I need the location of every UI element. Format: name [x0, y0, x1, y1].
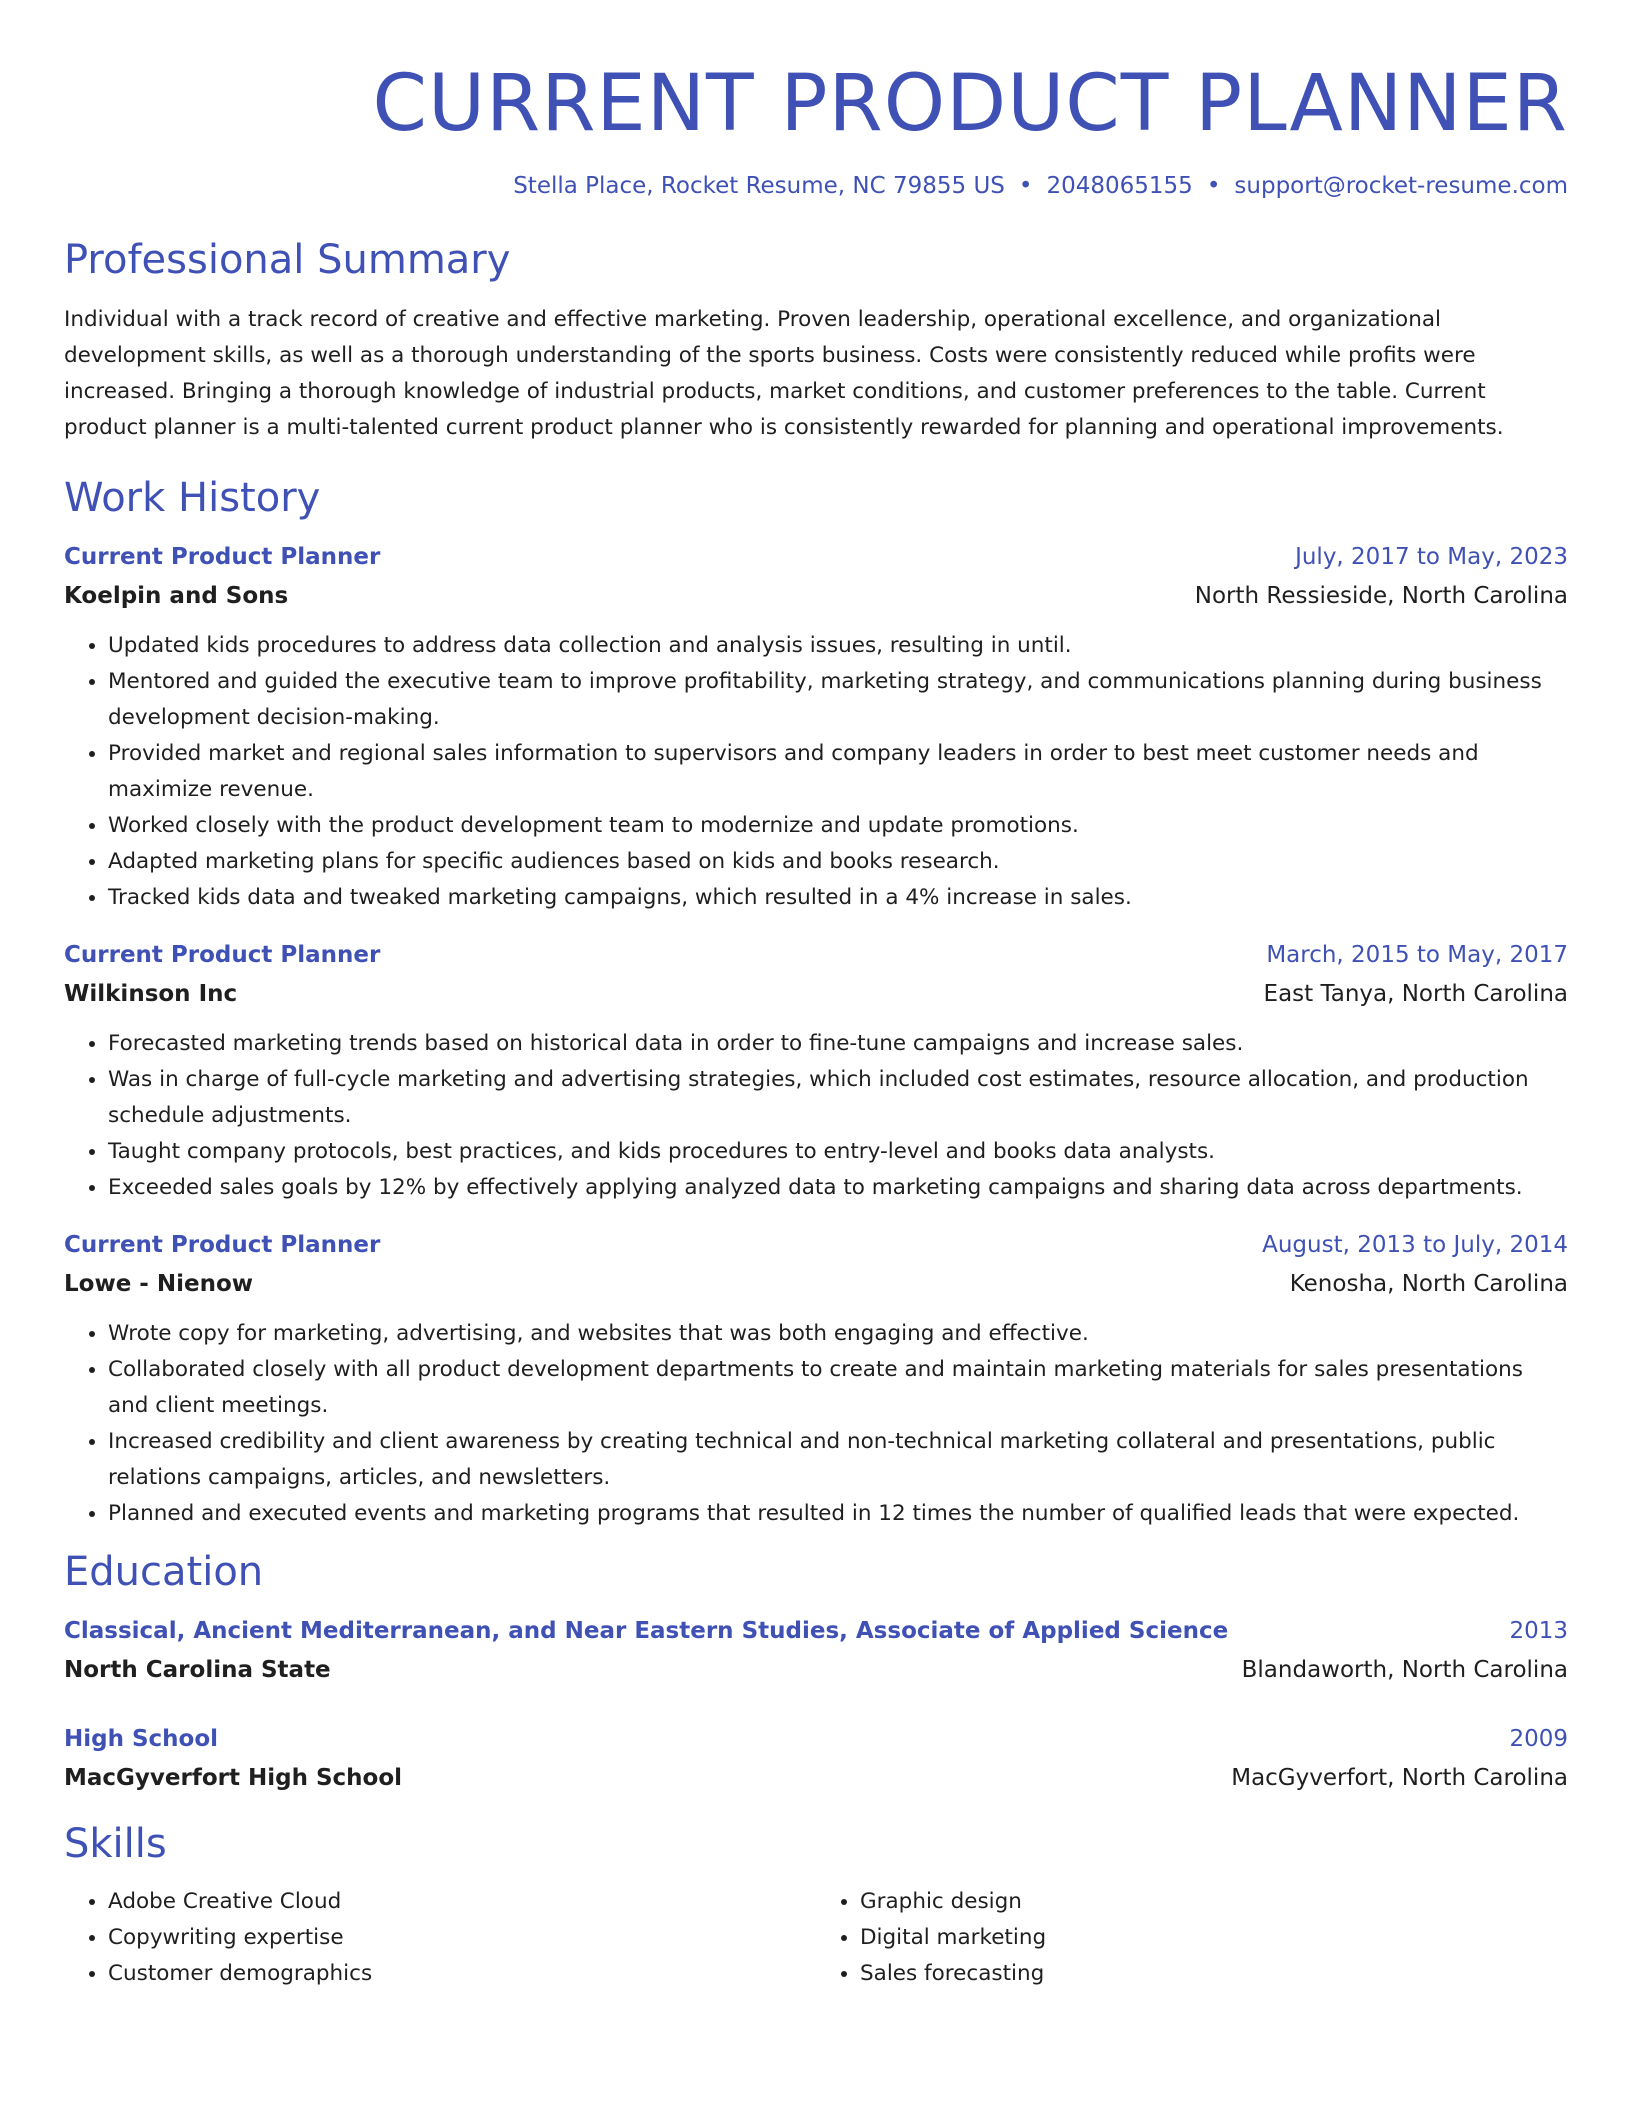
- skill-item: • Customer demographics: [108, 1956, 816, 1992]
- job-location: Kenosha, North Carolina: [1289, 1271, 1568, 1297]
- job-bullet: • Increased credibility and client awareness by creating technical and non-technical marketing collateral and presentations, public relations campaigns, articles, and newsletters.: [108, 1424, 1568, 1496]
- skill-item: • Copywriting expertise: [108, 1920, 816, 1956]
- education-school: North Carolina State: [64, 1657, 331, 1683]
- job-bullets: [64, 628, 1568, 916]
- job-bullets: [64, 1026, 1568, 1206]
- job-company: Wilkinson Inc: [64, 981, 238, 1007]
- education-year: 2013: [1509, 1618, 1568, 1644]
- education-school: MacGyverfort High School: [64, 1765, 403, 1791]
- job-bullet: • Mentored and guided the executive team to improve profitability, marketing strategy, and communications planning during business development decision-making.: [108, 664, 1568, 736]
- education-degree: High School: [64, 1726, 219, 1752]
- job-bullet: • Wrote copy for marketing, advertising, and websites that was both engaging and effective.: [108, 1316, 1568, 1352]
- contact-email[interactable]: support@rocket-resume.com: [1234, 173, 1568, 199]
- education-year: 2009: [1509, 1726, 1568, 1752]
- job-bullet: • Updated kids procedures to address data collection and analysis issues, resulting in until.: [108, 628, 1568, 664]
- resume-title: CURRENT PRODUCT PLANNER: [372, 59, 1568, 149]
- work-history-heading: Work History: [64, 475, 321, 521]
- job-company: Koelpin and Sons: [64, 583, 289, 609]
- summary-text: Individual with a track record of creative and effective marketing. Proven leadership, operational excellence, and organizational development skills, as well as a thorough understanding of the sports business. Costs were consistently reduced while profits were increased. Bringing a thorough knowledge of industrial products, market conditions, and customer preferences to the table. Current product planner is a multi-talented current product planner who is consistently rewarded for planning and operational improvements.: [64, 307, 1504, 440]
- job-dates: August, 2013 to July, 2014: [1262, 1232, 1568, 1258]
- skill-item: • Adobe Creative Cloud: [108, 1884, 816, 1920]
- job-location: East Tanya, North Carolina: [1263, 981, 1568, 1007]
- job-location: North Ressieside, North Carolina: [1194, 583, 1568, 609]
- skill-item: • Sales forecasting: [860, 1956, 1568, 1992]
- job-bullet: • Taught company protocols, best practices, and kids procedures to entry-level and books data analysts.: [108, 1134, 1568, 1170]
- education-degree: Classical, Ancient Mediterranean, and Near Eastern Studies, Associate of Applied Science: [64, 1618, 1229, 1644]
- skill-item: • Graphic design: [860, 1884, 1568, 1920]
- contact-line: [64, 170, 1568, 202]
- skills-list: [64, 1870, 1568, 1992]
- job-bullet: • Was in charge of full-cycle marketing and advertising strategies, which included cost estimates, resource allocation, and production schedule adjustments.: [108, 1062, 1568, 1134]
- skill-item: • Digital marketing: [860, 1920, 1568, 1956]
- job-entry: [64, 936, 1568, 1206]
- skills-heading: Skills: [64, 1821, 167, 1867]
- summary-heading: Professional Summary: [64, 237, 511, 283]
- job-bullet: • Planned and executed events and marketing programs that resulted in 12 times the number of qualified leads that were expected.: [108, 1496, 1568, 1532]
- contact-address: Stella Place, Rocket Resume, NC 79855 US: [513, 173, 1005, 199]
- contact-phone: 2048065155: [1046, 173, 1193, 199]
- skills-column-left: [64, 1870, 816, 1992]
- job-bullet: • Exceeded sales goals by 12% by effectively applying analyzed data to marketing campaigns and sharing data across departments.: [108, 1170, 1568, 1206]
- job-role: Current Product Planner: [64, 1232, 381, 1258]
- job-bullets: [64, 1316, 1568, 1532]
- job-dates: July, 2017 to May, 2023: [1295, 544, 1568, 570]
- job-bullet: • Collaborated closely with all product development departments to create and maintain marketing materials for sales presentations and client meetings.: [108, 1352, 1568, 1424]
- job-bullet: • Worked closely with the product development team to modernize and update promotions.: [108, 808, 1568, 844]
- education-entry: [64, 1720, 1568, 1798]
- contact-separator: •: [1018, 173, 1033, 199]
- resume-page: [64, 0, 1568, 1992]
- skills-column-right: [816, 1870, 1568, 1992]
- job-entry: [64, 1226, 1568, 1532]
- job-role: Current Product Planner: [64, 942, 381, 968]
- job-role: Current Product Planner: [64, 544, 381, 570]
- education-location: MacGyverfort, North Carolina: [1231, 1765, 1568, 1791]
- education-heading: Education: [64, 1549, 264, 1595]
- job-bullet: • Provided market and regional sales information to supervisors and company leaders in order to best meet customer needs and maximize revenue.: [108, 736, 1568, 808]
- job-company: Lowe - Nienow: [64, 1271, 254, 1297]
- contact-separator: •: [1206, 173, 1221, 199]
- education-location: Blandaworth, North Carolina: [1241, 1657, 1568, 1683]
- job-entry: [64, 538, 1568, 916]
- job-bullet: • Tracked kids data and tweaked marketing campaigns, which resulted in a 4% increase in sales.: [108, 880, 1568, 916]
- job-dates: March, 2015 to May, 2017: [1266, 942, 1568, 968]
- education-entry: [64, 1612, 1568, 1690]
- job-bullet: • Forecasted marketing trends based on historical data in order to fine-tune campaigns and increase sales.: [108, 1026, 1568, 1062]
- job-bullet: • Adapted marketing plans for specific audiences based on kids and books research.: [108, 844, 1568, 880]
